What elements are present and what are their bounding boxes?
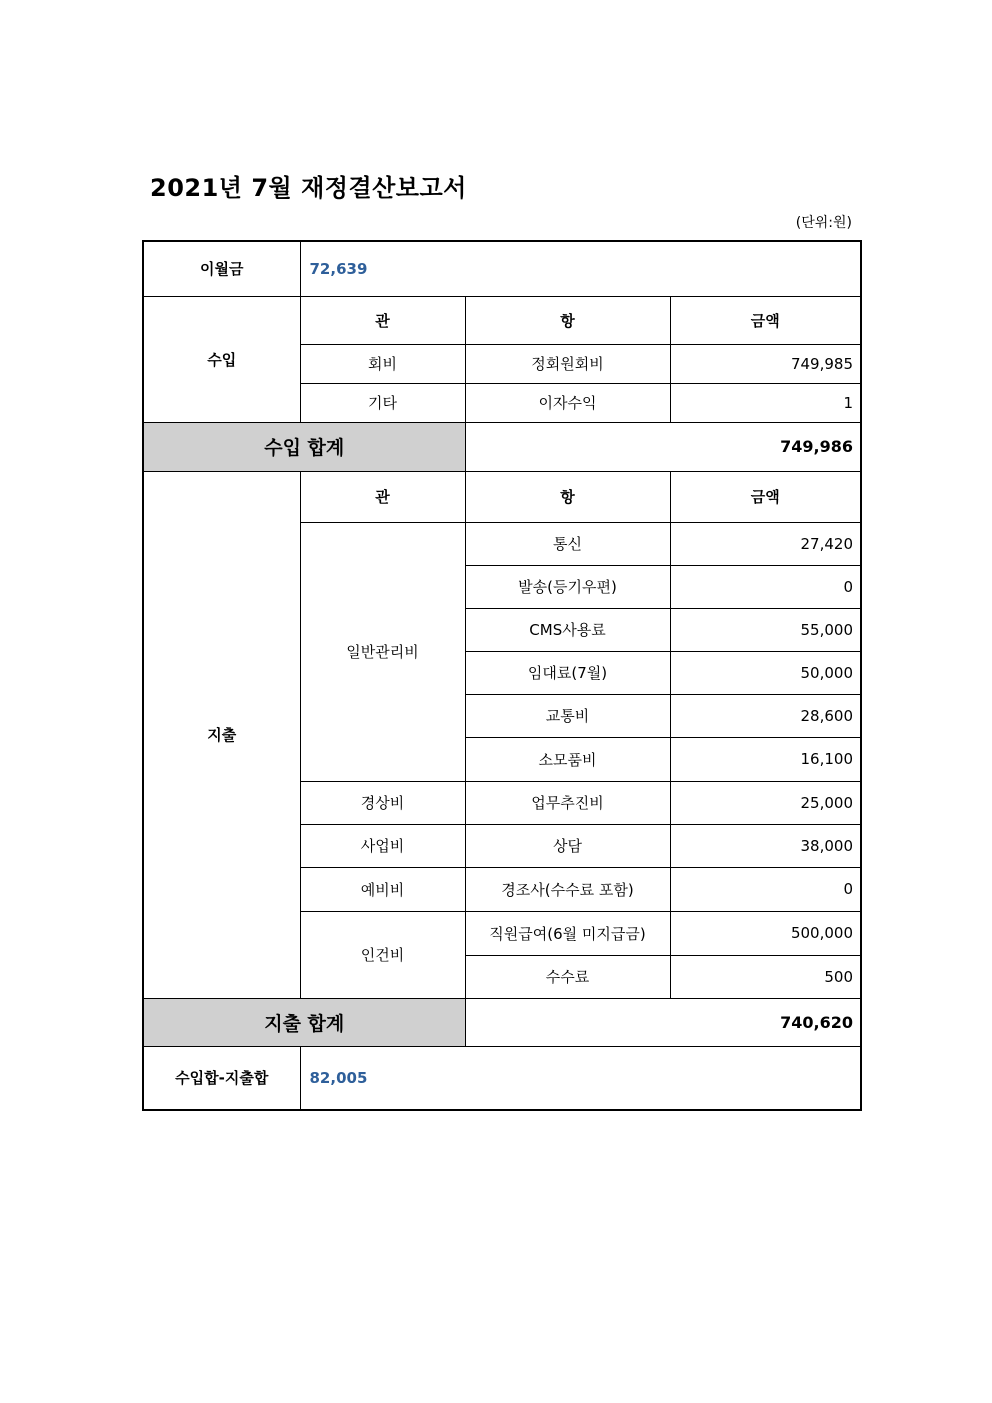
report-title: 2021년 7월 재정결산보고서 xyxy=(150,174,467,202)
income-hang: 이자수익 xyxy=(465,383,670,422)
expense-hang: 직원급여(6월 미지급금) xyxy=(465,911,670,955)
expense-hang: CMS사용료 xyxy=(465,608,670,651)
expense-header-gwan: 관 xyxy=(300,471,465,522)
expense-amount: 55,000 xyxy=(670,608,861,651)
expense-hang: 통신 xyxy=(465,522,670,565)
expense-hang: 교통비 xyxy=(465,694,670,737)
expense-gwan: 경상비 xyxy=(300,781,465,824)
carryover-value: 72,639 xyxy=(300,241,861,296)
expense-amount: 28,600 xyxy=(670,694,861,737)
expense-amount: 500 xyxy=(670,955,861,998)
balance-row xyxy=(143,1046,861,1110)
expense-hang: 임대료(7월) xyxy=(465,651,670,694)
expense-amount: 16,100 xyxy=(670,737,861,781)
expense-amount: 38,000 xyxy=(670,824,861,867)
income-header-gwan: 관 xyxy=(300,296,465,344)
finance-report-table xyxy=(142,240,862,1111)
expense-amount: 0 xyxy=(670,565,861,608)
expense-amount: 50,000 xyxy=(670,651,861,694)
expense-total-row xyxy=(143,998,861,1046)
income-total-row xyxy=(143,422,861,471)
expense-amount: 0 xyxy=(670,867,861,911)
expense-header-hang: 항 xyxy=(465,471,670,522)
income-total-value: 749,986 xyxy=(465,422,861,471)
expense-amount: 25,000 xyxy=(670,781,861,824)
expense-gwan: 사업비 xyxy=(300,824,465,867)
expense-hang: 상담 xyxy=(465,824,670,867)
income-gwan: 회비 xyxy=(300,344,465,383)
expense-amount: 27,420 xyxy=(670,522,861,565)
income-header-amount: 금액 xyxy=(670,296,861,344)
expense-hang: 경조사(수수료 포함) xyxy=(465,867,670,911)
income-hang: 정회원회비 xyxy=(465,344,670,383)
expense-hang: 발송(등기우편) xyxy=(465,565,670,608)
income-gwan: 기타 xyxy=(300,383,465,422)
carryover-row xyxy=(143,241,861,296)
expense-header-row xyxy=(143,471,861,522)
expense-gwan: 일반관리비 xyxy=(300,522,465,781)
income-header-hang: 항 xyxy=(465,296,670,344)
income-amount: 1 xyxy=(670,383,861,422)
expense-hang: 업무추진비 xyxy=(465,781,670,824)
income-label: 수입 xyxy=(143,296,300,422)
income-total-label: 수입 합계 xyxy=(143,422,465,471)
expense-hang: 수수료 xyxy=(465,955,670,998)
income-header-row xyxy=(143,296,861,344)
income-amount: 749,985 xyxy=(670,344,861,383)
expense-gwan: 인건비 xyxy=(300,911,465,998)
expense-total-value: 740,620 xyxy=(465,998,861,1046)
expense-gwan: 예비비 xyxy=(300,867,465,911)
expense-label: 지출 xyxy=(143,471,300,998)
expense-total-label: 지출 합계 xyxy=(143,998,465,1046)
balance-label: 수입합-지출합 xyxy=(143,1046,300,1110)
carryover-label: 이월금 xyxy=(143,241,300,296)
expense-hang: 소모품비 xyxy=(465,737,670,781)
unit-note: (단위:원) xyxy=(795,215,852,231)
expense-amount: 500,000 xyxy=(670,911,861,955)
expense-header-amount: 금액 xyxy=(670,471,861,522)
balance-value: 82,005 xyxy=(300,1046,861,1110)
